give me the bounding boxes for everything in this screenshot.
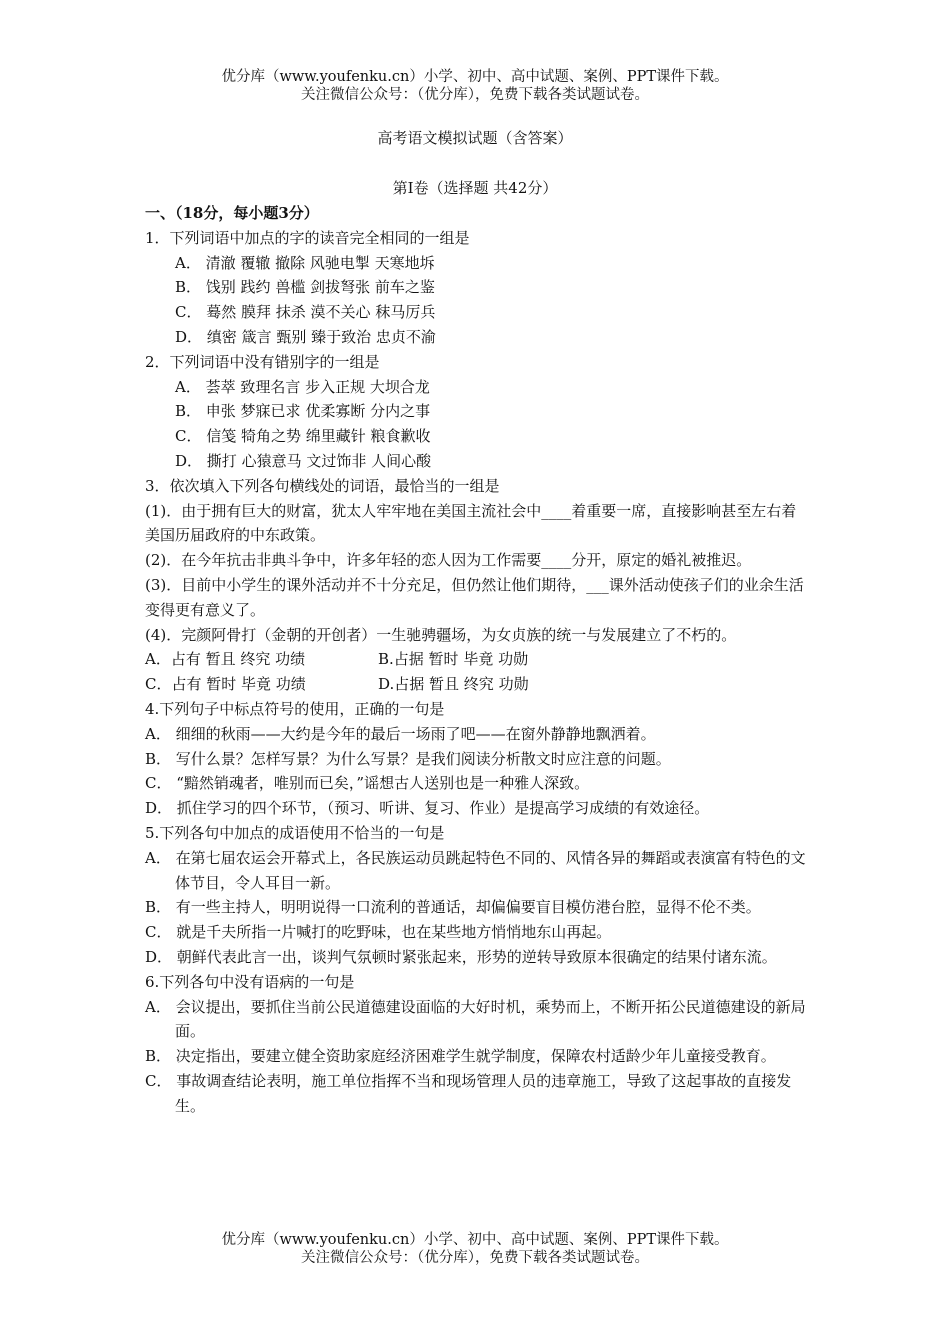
question-5-option: C． 就是千夫所指一片喊打的吃野味，也在某些地方悄悄地东山再起。 [145,923,612,942]
part-title: 第Ⅰ卷（选择题 共42分） [392,179,558,197]
question-1-option: A． 清澈 覆辙 撤除 风驰电掣 天寒地坼 [175,253,435,272]
question-3-options-row-2 [145,672,810,697]
question-1-option: B． 饯别 践约 兽槛 剑拔弩张 前车之鉴 [175,278,435,297]
question-4-option: A． 细细的秋雨——大约是今年的最后一场雨了吧——在窗外静静地飘洒着。 [145,724,656,743]
question-5-option: D． 朝鲜代表此言一出，谈判气氛顿时紧张起来，形势的逆转导致原本很确定的结果付诸东流。 [145,947,777,966]
question-2-stem: 2．下列词语中没有错别字的一组是 [145,352,380,371]
question-3-sentence: (3)．目前中小学生的课外活动并不十分充足，但仍然让他们期待，___课外活动使孩子们的业余生活变得更有意义了。 [145,575,804,619]
question-3-sentence: (4)．完颜阿骨打（金朝的开创者）一生驰骋疆场，为女贞族的统一与发展建立了不朽的。 [145,625,737,644]
header-line-1: 优分库（www.youfenku.cn）小学、初中、高中试题、案例、PPT课件下载。 [221,69,729,85]
footer-line-1: 优分库（www.youfenku.cn）小学、初中、高中试题、案例、PPT课件下载。 [221,1232,729,1248]
question-3-option-a: A．占有 暂且 终究 功绩 [145,650,306,669]
question-4-option: D． 抓住学习的四个环节，（预习、听讲、复习、作业）是提高学习成绩的有效途径。 [145,799,710,818]
question-3-option-d: D.占据 暂且 终究 功勋 [378,675,529,694]
question-2-option: A． 荟萃 致理名言 步入正规 大坝合龙 [175,377,430,396]
question-5-option: A． 在第七届农运会开幕式上，各民族运动员跳起特色不同的、风情各异的舞蹈或表演富有特色的文体节目，令人耳目一新。 [145,848,806,892]
question-3-option-b: B.占据 暂时 毕竟 功勋 [378,650,529,669]
section-heading: 一、（18分，每小题3分） [145,204,319,222]
document-body [145,201,810,1118]
question-5-option: B． 有一些主持人，明明说得一口流利的普通话，却偏偏要盲目模仿港台腔，显得不伦不类。 [145,898,761,917]
question-6-stem: 6.下列各句中没有语病的一句是 [145,972,355,991]
page-footer [0,1231,950,1267]
question-3-sentence: (2)．在今年抗击非典斗争中，许多年轻的恋人因为工作需要____分开，原定的婚礼被推迟。 [145,551,752,570]
question-1-stem: 1．下列词语中加点的字的读音完全相同的一组是 [145,228,470,247]
page-header [0,68,950,104]
question-1-option: D． 缜密 箴言 甄别 臻于致治 忠贞不渝 [175,327,436,346]
question-3-sentence: (1)．由于拥有巨大的财富，犹太人牢牢地在美国主流社会中____着重要一席，直接影响甚至左右着美国历届政府的中东政策。 [145,501,797,545]
question-6-option: B． 决定指出，要建立健全资助家庭经济困难学生就学制度，保障农村适龄少年儿童接受教育。 [145,1047,776,1066]
question-5-stem: 5.下列各句中加点的成语使用不恰当的一句是 [145,823,445,842]
question-4-option: C． “黯然销魂者，唯别而已矣，”谣想古人送别也是一种雅人深致。 [145,774,590,793]
question-2-option: B． 申张 梦寐已求 优柔寡断 分内之事 [175,402,431,421]
header-line-2: 关注微信公众号：（优分库），免费下载各类试题试卷。 [301,87,649,103]
question-4-option: B． 写什么景？怎样写景？为什么写景？是我们阅读分析散文时应注意的问题。 [145,749,671,768]
question-3-stem: 3．依次填入下列各句横线处的词语，最恰当的一组是 [145,476,500,495]
question-4-stem: 4.下列句子中标点符号的使用，正确的一句是 [145,699,445,718]
question-1-option: C． 蓦然 膜拜 抹杀 漠不关心 秣马厉兵 [175,303,436,322]
document-title: 高考语文模拟试题（含答案） [377,129,573,147]
question-6-option: C． 事故调查结论表明，施工单位指挥不当和现场管理人员的违章施工，导致了这起事故的直接发生。 [145,1071,792,1115]
question-2-option: C． 信笺 犄角之势 绵里藏针 粮食歉收 [175,427,431,446]
question-6-option: A． 会议提出，要抓住当前公民道德建设面临的大好时机，乘势而上，不断开拓公民道德建设的新局面。 [145,997,806,1041]
footer-line-2: 关注微信公众号：（优分库），免费下载各类试题试卷。 [301,1250,649,1266]
question-2-option: D． 撕打 心猿意马 文过饰非 人间心酸 [175,451,432,470]
question-3-options-row-1 [145,647,810,672]
question-3-option-c: C．占有 暂时 毕竟 功绩 [145,675,306,694]
